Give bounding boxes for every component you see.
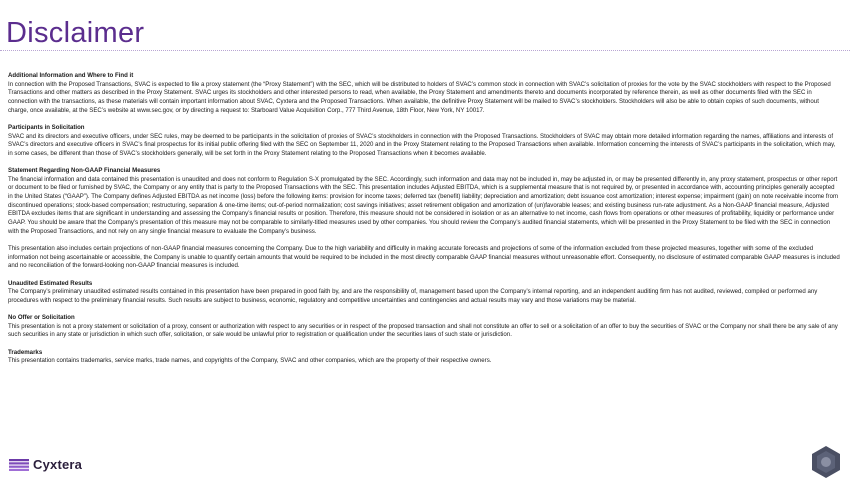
page-title: Disclaimer (6, 17, 145, 49)
section-text: In connection with the Proposed Transactions, SVAC is expected to file a proxy statement (the “Proxy Statement”) with the SEC, which will be distributed to holders of SVAC’s common stock in connection with SVAC’s solicitation of proxies for the vote by the SVAC stockholders with respect to the Proposed Transactions and other matters as described in the Proxy Statement. SVAC urges its stockholders and other interested persons to read, when available, the Proxy Statement and amendments thereto and documents incorporated by reference therein, as well as other documents filed with the SEC in connection with the transactions, as these materials will contain important information about SVAC, Cyxtera and the Proposed Transactions. When available, the definitive Proxy Statement will be mailed to SVAC’s stockholders. Stockholders will also be able to obtain copies of such documents, without charge, once available, at the SEC’s website at www.sec.gov, or by directing a request to: Starboard Value Acquisition Corp., 777 Third Avenue, 18th Floor, New York, NY 10017. (8, 80, 831, 114)
section-heading: Trademarks (8, 348, 43, 356)
logo-wordmark: Cyxtera (33, 457, 83, 472)
section-heading: Participants in Solicitation (8, 123, 85, 131)
title-divider (0, 50, 850, 52)
section-heading: Unaudited Estimated Results (8, 279, 93, 287)
section-text: The financial information and data contained this presentation is unaudited and does not conform to Regulation S-X promulgated by the SEC. Accordingly, such information and data may not be included in, may be adjusted in, or may be presented differently in, any proxy statement, prospectus or other report or document to be filed or furnished by SVAC, the Company or any entity that is party to the Proposed Transactions with the SEC. This presentation includes Adjusted EBITDA, which is a supplemental measure that is not required by, or presented in accordance with, accounting principles generally accepted in the United States (“GAAP”). The Company defines Adjusted EBITDA as net income (loss) before the following items: provision for income taxes; deferred tax (benefit) liability; depreciation and amortization; debt issuance cost amortization; interest expense; impairment (gain) on note receivable income from discontinued operations; stock-based compensation; restructuring, separation & one-time items; out-of-period normalization; cost savings initiatives; asset retirement obligation and amortization of (un)favorable leases; and existing business run-rate adjustment. As a Non-GAAP financial measure, Adjusted EBITDA excludes items that are significant in understanding and assessing the Company’s financial results or position. Therefore, this measure should not be considered in isolation or as an alternative to net income, cash flows from operations or other measures of profitability, liquidity or performance under GAAP. You should be aware that the Company’s presentation of this measure may not be comparable to similarly-titled measures used by other companies. You should review the Company’s audited financial statements, which will be presented in the Proxy Statement to be filed with the SEC in connection with the Proposed Transactions, and not rely on any single financial measure to evaluate the Company’s business. (8, 175, 839, 235)
section-additional-information (8, 72, 840, 115)
disclaimer-body (8, 72, 840, 375)
section-heading: Statement Regarding Non-GAAP Financial Measures (8, 167, 161, 175)
section-trademarks (8, 349, 840, 366)
section-text: The Company’s preliminary unaudited estimated results contained in this presentation have been prepared in good faith by, and are the responsibility of, management based upon the Company’s internal reporting, and an independent auditing firm has not audited, reviewed, compiled or performed any procedures with respect to the preliminary financial results. Such results are subject to business, economic, regulatory and competitive uncertainties and contingencies and actual results may vary and those variations may be material. (8, 288, 818, 304)
section-non-gaap-projections (8, 245, 840, 271)
section-no-offer (8, 314, 840, 340)
section-text: This presentation also includes certain projections of non-GAAP financial measures concerning the Company. Due to the high variability and difficulty in making accurate forecasts and projections of some of the information excluded from these projected measures, together with some of the excluded information not being ascertainable or accessible, the Company is unable to quantify certain amounts that would be required to be included in the most directly comparable GAAP financial measures without unreasonable effort. Consequently, no disclosure of estimated comparable GAAP measures is included and no reconciliation of the forward-looking non-GAAP financial measures is included. (8, 244, 840, 270)
section-non-gaap (8, 167, 840, 236)
cyxtera-mark-icon (9, 459, 29, 471)
section-heading: No Offer or Solicitation (8, 314, 75, 322)
section-text: This presentation contains trademarks, service marks, trade names, and copyrights of the Company, SVAC and other companies, which are the property of their respective owners. (8, 357, 492, 365)
seal-badge-icon (809, 445, 843, 479)
section-participants (8, 124, 840, 159)
section-heading: Additional Information and Where to Find it (8, 72, 134, 79)
section-unaudited-results (8, 280, 840, 306)
section-text: This presentation is not a proxy statement or solicitation of a proxy, consent or authorization with respect to any securities or in respect of the proposed transaction and shall not constitute an offer to sell or a solicitation of an offer to buy the securities of SVAC or the Company nor shall there be any sale of any such securities in any state or jurisdiction in which such offer, solicitation, or sale would be unlawful prior to registration or qualification under the securities laws of such state or jurisdiction. (8, 322, 838, 339)
section-text: SVAC and its directors and executive officers, under SEC rules, may be deemed to be participants in the solicitation of proxies of SVAC’s stockholders in connection with the Proposed Transactions. Stockholders of SVAC may obtain more detailed information regarding the names, affiliations and interests of SVAC’s directors and executive officers in SVAC’s final prospectus for its initial public offering filed with the SEC on September 11, 2020 and in the Proxy Statement relating to the Proposed Transactions when available. Information concerning the interests of SVAC’s participants in the solicitation, which may, in some cases, be different than those of SVAC’s stockholders generally, will be set forth in the Proxy Statement relating to the Proposed Transactions when it becomes available. (8, 132, 836, 157)
cyxtera-logo (9, 457, 82, 472)
